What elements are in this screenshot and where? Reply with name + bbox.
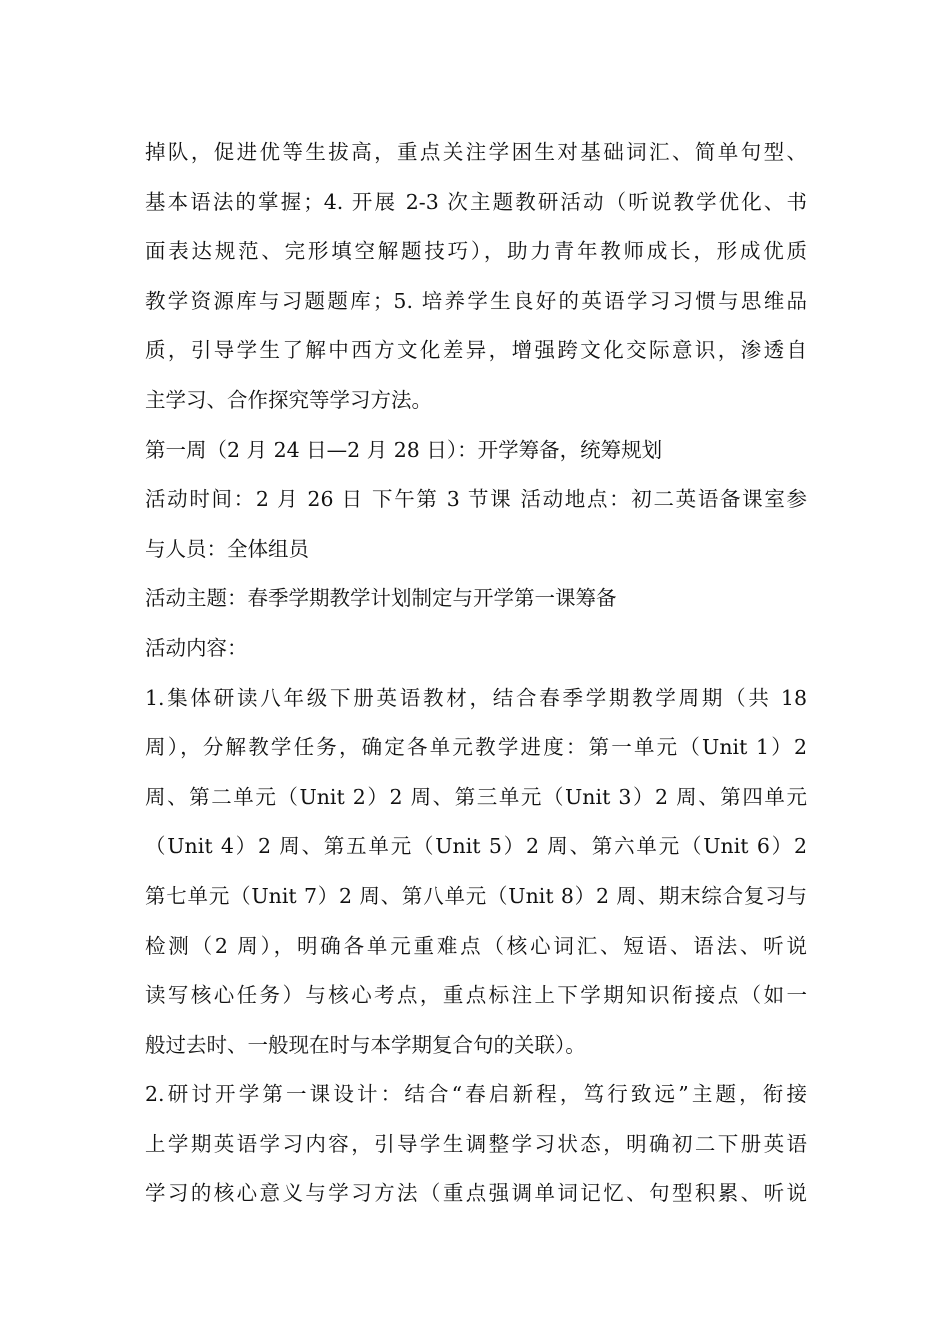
paragraph-line: 质，引导学生了解中西方文化差异，增强跨文化交际意识，渗透自 [145, 338, 807, 363]
content-item-1-line: 检测（2 周），明确各单元重难点（核心词汇、短语、语法、听说 [145, 933, 807, 958]
activity-participants: 与人员：全体组员 [145, 536, 309, 561]
paragraph-line: 主学习、合作探究等学习方法。 [145, 387, 432, 412]
content-item-1-line: （Unit 4）2 周、第五单元（Unit 5）2 周、第六单元（Unit 6）2 [145, 834, 807, 859]
content-item-1-line: 1.集体研读八年级下册英语教材，结合春季学期教学周期（共 18 [145, 685, 807, 710]
content-item-1-line: 第七单元（Unit 7）2 周、第八单元（Unit 8）2 周、期末综合复习与 [145, 883, 807, 908]
week-heading: 第一周（2 月 24 日—2 月 28 日）：开学筹备，统筹规划 [145, 437, 663, 462]
content-item-1-line: 般过去时、一般现在时与本学期复合句的关联）。 [145, 1032, 586, 1057]
activity-content-label: 活动内容： [145, 635, 248, 660]
content-item-1-line: 周），分解教学任务，确定各单元教学进度：第一单元（Unit 1）2 [145, 735, 807, 760]
content-item-1-line: 读写核心任务）与核心考点，重点标注上下学期知识衔接点（如一 [145, 983, 807, 1008]
content-item-2-line: 2.研讨开学第一课设计：结合“春启新程，笃行致远”主题，衔接 [145, 1082, 807, 1107]
document-body [145, 128, 807, 1219]
paragraph-line: 掉队，促进优等生拔高，重点关注学困生对基础词汇、简单句型、 [145, 140, 807, 164]
paragraph-line: 面表达规范、完形填空解题技巧），助力青年教师成长，形成优质 [145, 239, 807, 264]
content-item-1-line: 周、第二单元（Unit 2）2 周、第三单元（Unit 3）2 周、第四单元 [145, 784, 807, 809]
activity-theme: 活动主题：春季学期教学计划制定与开学第一课筹备 [145, 586, 617, 611]
paragraph-line: 基本语法的掌握；4. 开展 2-3 次主题教研活动（听说教学优化、书 [145, 189, 807, 214]
activity-time-location: 活动时间：2 月 26 日 下午第 3 节课 活动地点：初二英语备课室参 [145, 487, 807, 512]
content-item-2-line: 学习的核心意义与学习方法（重点强调单词记忆、句型积累、听说 [145, 1181, 807, 1206]
paragraph-line: 教学资源库与习题题库；5. 培养学生良好的英语学习习惯与思维品 [145, 288, 807, 313]
content-item-2-line: 上学期英语学习内容，引导学生调整学习状态，明确初二下册英语 [145, 1131, 807, 1156]
